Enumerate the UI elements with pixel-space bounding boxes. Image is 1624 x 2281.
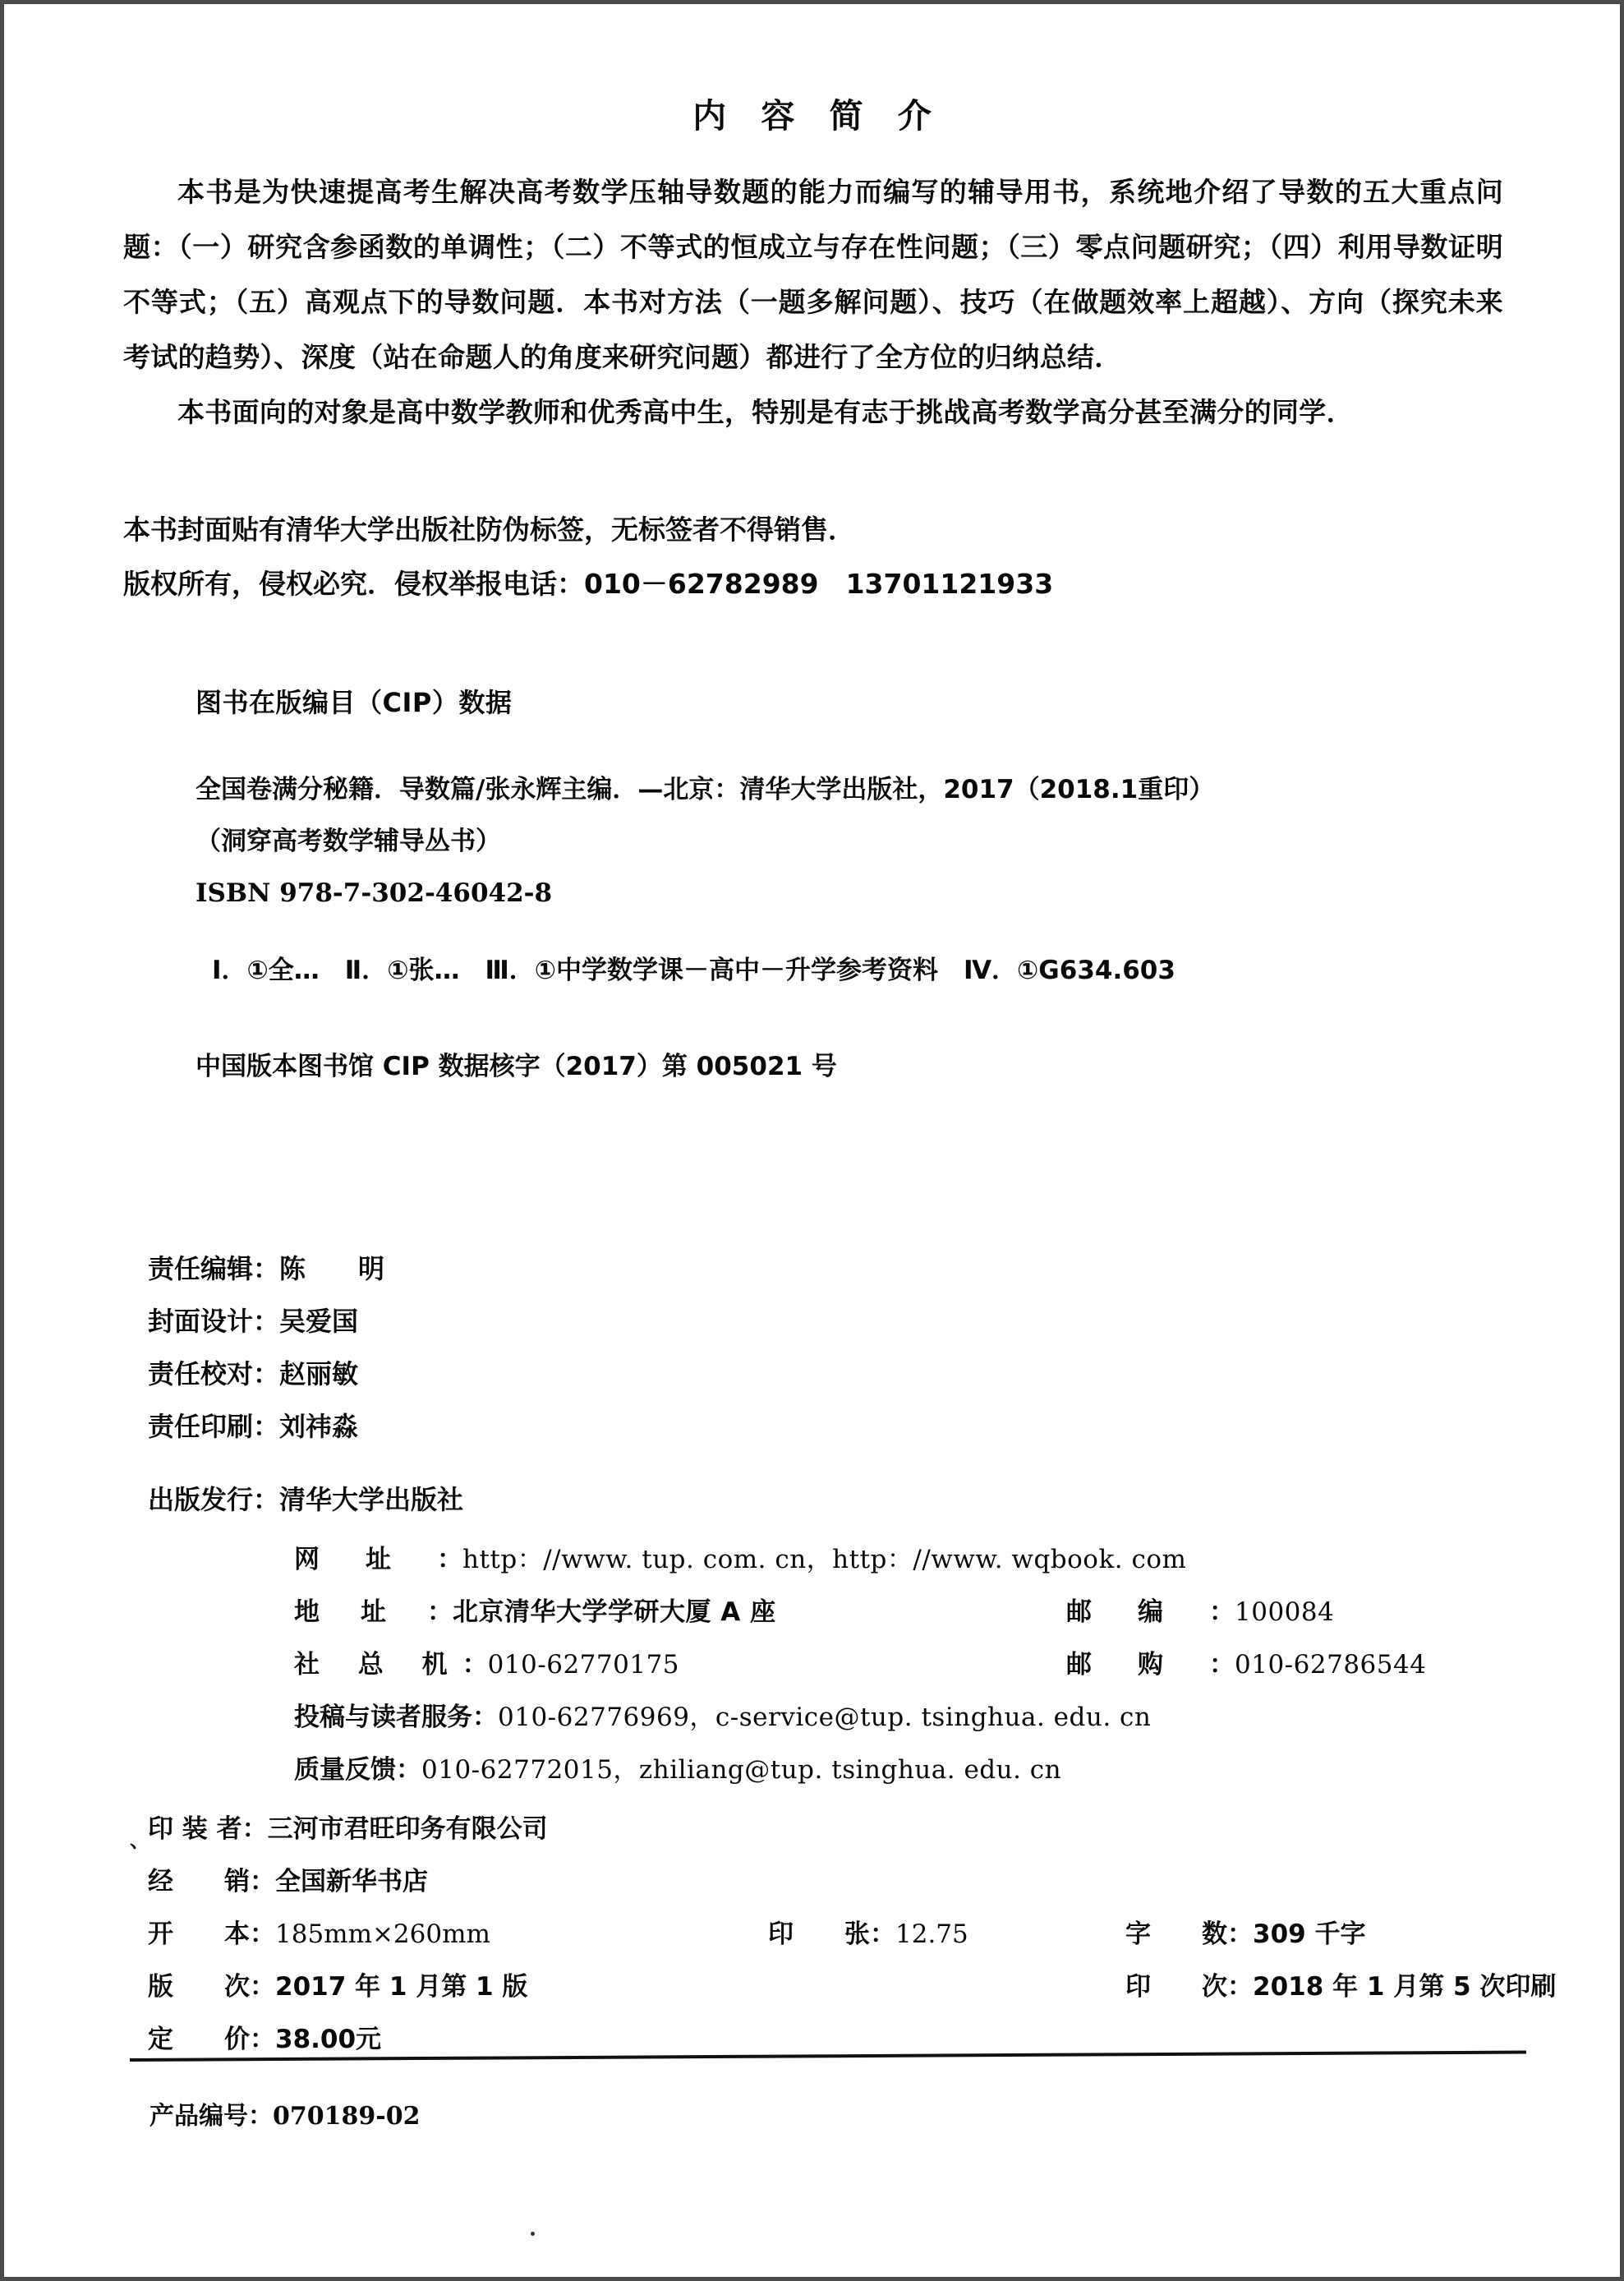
switchboard-value[interactable]: 010-62770175: [487, 1650, 680, 1680]
specs-row-edition: [148, 1961, 1557, 2013]
staff-row-proofreader: [148, 1348, 384, 1400]
staff-label: 责任校对：: [148, 1358, 280, 1389]
impression-group: [1125, 1961, 1556, 2013]
publisher-row-submission: [294, 1691, 1526, 1744]
copyright-report-line: 版权所有，侵权必究．侵权举报电话：010－62782989 13701121933: [123, 568, 1054, 600]
publisher-row-quality: [294, 1744, 1526, 1796]
postcode-group: 邮编：100084: [1066, 1586, 1334, 1638]
scan-speck: [531, 2232, 535, 2236]
cip-title-line: 全国卷满分秘籍．导数篇/张永辉主编．—北京：清华大学出版社，2017（2018.1重印）: [196, 775, 1215, 804]
website-label: 网址: [294, 1545, 437, 1574]
product-number: [150, 2095, 420, 2131]
printer-value: 三河市君旺印务有限公司: [267, 1814, 548, 1844]
anti-counterfeit-line: 本书封面贴有清华大学出版社防伪标签，无标签者不得销售．: [123, 514, 855, 546]
printer-label: 印 装 者：: [148, 1814, 268, 1844]
product-number-value: 070189-02: [273, 2102, 421, 2131]
intro-paragraph-2: 本书面向的对象是高中数学教师和优秀高中生，特别是有志于挑战高考数学高分甚至满分的同学．: [177, 396, 1354, 428]
purchase-label: 邮购: [1066, 1650, 1209, 1680]
staff-name: 吴爱国: [279, 1306, 359, 1337]
product-number-label: 产品编号：: [150, 2102, 273, 2131]
intro-body: [123, 164, 1503, 440]
submission-value[interactable]: 010-62776969，c-service@tup. tsinghua. edu. cn: [498, 1703, 1152, 1732]
staff-row-cover-designer: [148, 1295, 384, 1348]
publisher-row-website: 网址：http：//www. tup. com. cn，http：//www. wqbook. com: [294, 1533, 1526, 1586]
publication-specs: [130, 1803, 1557, 2066]
edition-value: 2017 年 1 月第 1 版: [275, 1972, 528, 2002]
staff-row-editor: [148, 1242, 384, 1295]
stray-tick-mark: 、: [130, 1829, 150, 1852]
staff-name: 陈 明: [279, 1253, 385, 1284]
publisher-row-address: 地址：北京清华大学学研大厦 A 座 邮编：100084: [294, 1586, 1526, 1638]
staff-label: 责任印刷：: [148, 1411, 280, 1442]
intro-paragraph-1: 本书是为快速提高考生解决高考数学压轴导数题的能力而编写的辅导用书，系统地介绍了导数的五大重点问题：（一）研究含参函数的单调性；（二）不等式的恒成立与存在性问题；（三）零点问题研究；（四）利用导数证明不等式；（五）高观点下的导数问题．本书对方法（一题多解问题）、技巧（在做题效率上超越）、方向（探究未来考试的趋势）、深度（站在命题人的角度来研究问题）都进行了全方位的归纳总结．: [123, 176, 1503, 373]
staff-name: 刘祎淼: [279, 1411, 359, 1442]
quality-feedback-value[interactable]: 010-62772015，zhiliang@tup. tsinghua. edu. cn: [421, 1755, 1062, 1785]
purchase-group: 邮购：010-62786544: [1066, 1638, 1426, 1691]
impression-label: 印 次：: [1125, 1972, 1253, 2002]
switchboard-label: 社 总 机: [294, 1650, 462, 1680]
wordcount-group: [1125, 1908, 1366, 1961]
cip-classification: Ⅰ．①全… Ⅱ．①张… Ⅲ．①中学数学课－高中－升学参考资料 Ⅳ．①G634.603: [212, 956, 1175, 985]
cip-record-number: 中国版本图书馆 CIP 数据核字（2017）第 005021 号: [196, 1052, 837, 1081]
purchase-value[interactable]: 010-62786544: [1235, 1650, 1427, 1680]
staff-name: 赵丽敏: [279, 1358, 359, 1389]
impression-value: 2018 年 1 月第 5 次印刷: [1253, 1972, 1557, 2002]
distributor-label: 经 销：: [148, 1867, 275, 1896]
submission-label: 投稿与读者服务：: [294, 1703, 498, 1732]
cip-isbn: ISBN 978-7-302-46042-8: [196, 878, 553, 908]
sheets-value: 12.75: [895, 1919, 968, 1949]
copyright-notice: [123, 503, 1520, 611]
address-label: 地址: [294, 1597, 427, 1627]
address-value: 北京清华大学学研大厦 A 座: [453, 1597, 776, 1627]
staff-row-print-supervisor: [148, 1400, 384, 1453]
format-label: 开 本：: [148, 1919, 275, 1949]
price-value: 38.00元: [275, 2025, 382, 2054]
wordcount-label: 字 数：: [1125, 1919, 1253, 1949]
publisher-contact-block: [294, 1533, 1526, 1796]
cip-body: [196, 764, 1526, 919]
edition-label: 版 次：: [148, 1972, 275, 2002]
staff-label: 封面设计：: [148, 1306, 280, 1337]
sheets-group: [768, 1908, 968, 1961]
publisher-label: 出版发行：: [148, 1484, 280, 1515]
sheets-label: 印 张：: [768, 1919, 895, 1949]
postcode-label: 邮编: [1066, 1597, 1209, 1627]
postcode-value: 100084: [1235, 1597, 1335, 1627]
publisher-row-switchboard: 社 总 机：010-62770175 邮购：010-62786544: [294, 1638, 1526, 1691]
cip-heading: 图书在版编目（CIP）数据: [196, 687, 513, 718]
wordcount-value: 309 千字: [1253, 1919, 1366, 1949]
staff-credits: [148, 1242, 384, 1453]
quality-feedback-label: 质量反馈：: [294, 1755, 421, 1785]
cip-series-line: （洞穿高考数学辅导丛书）: [196, 827, 501, 856]
price-label: 定 价：: [148, 2025, 275, 2054]
specs-row-distributor: [148, 1855, 1528, 1908]
website-value[interactable]: http：//www. tup. com. cn，http：//www. wqbook. com: [462, 1545, 1187, 1574]
format-value: 185mm×260mm: [275, 1919, 490, 1949]
staff-label: 责任编辑：: [148, 1253, 280, 1284]
page-title: 内 容 简 介: [692, 96, 943, 136]
specs-row-printer: [130, 1803, 1528, 1855]
distributor-value: 全国新华书店: [275, 1867, 428, 1896]
specs-row-format: [148, 1908, 1528, 1961]
publisher-heading: [148, 1479, 463, 1517]
publisher-name: 清华大学出版社: [279, 1484, 464, 1515]
